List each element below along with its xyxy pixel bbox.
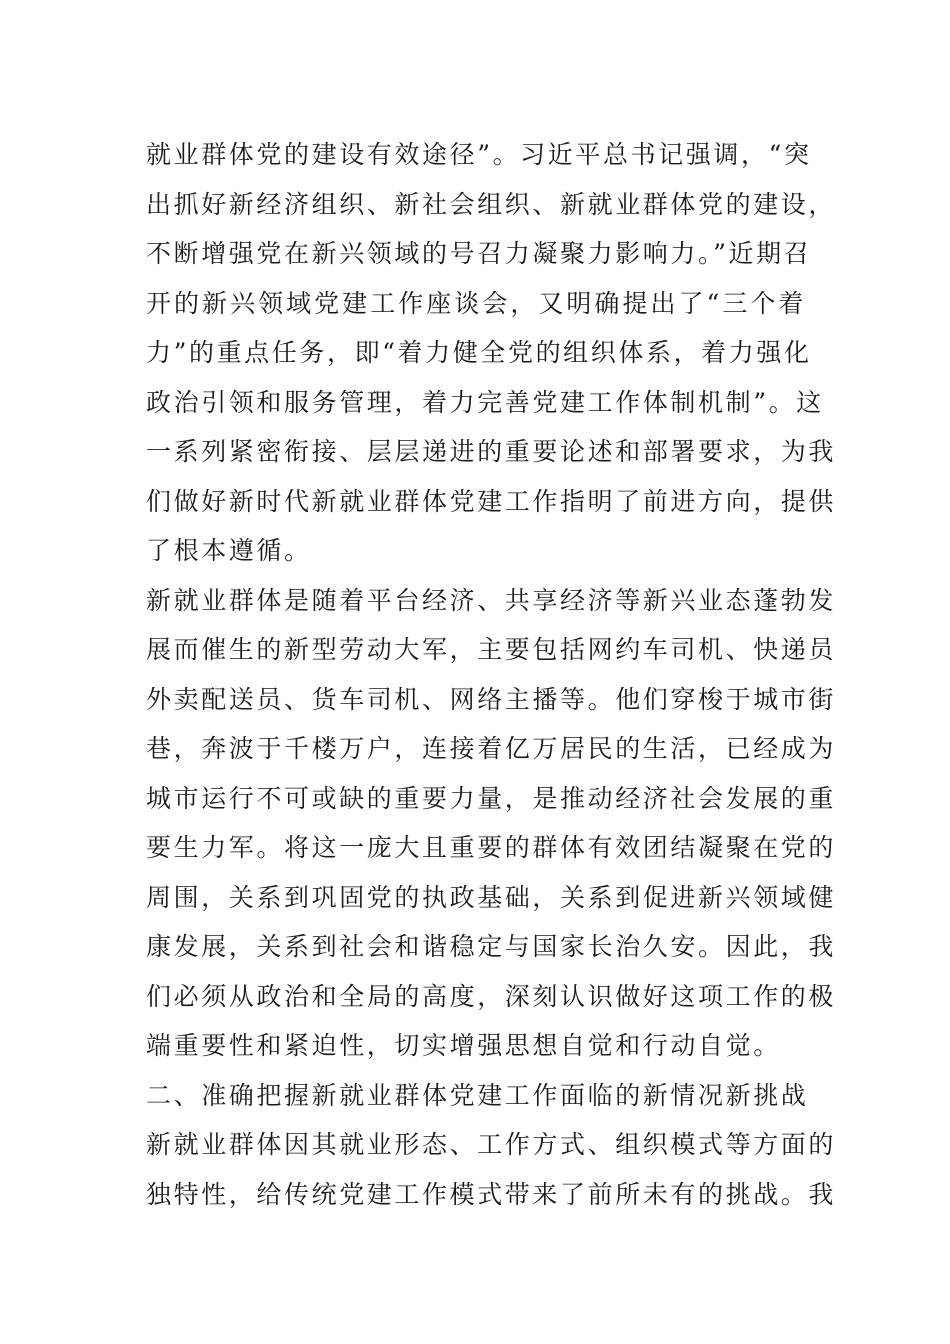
text-line: 们必须从政治和全局的高度，深刻认识做好这项工作的极 bbox=[146, 981, 837, 1011]
text-line: 周围，关系到巩固党的执政基础，关系到促进新兴领域健 bbox=[146, 882, 837, 912]
text-line: 政治引领和服务管理，着力完善党建工作体制机制”。这 bbox=[146, 387, 824, 417]
text-line: 一系列紧密衔接、层层递进的重要论述和部署要求，为我 bbox=[146, 437, 837, 466]
text-line: 独特性，给传统党建工作模式带来了前所未有的挑战。我 bbox=[146, 1179, 837, 1209]
text-line: 不断增强党在新兴领域的号召力凝聚力影响力。”近期召 bbox=[146, 239, 812, 268]
text-line: 新就业群体是随着平台经济、共享经济等新兴业态蓬勃发 bbox=[146, 585, 837, 615]
text-line: 力”的重点任务，即“着力健全党的组织体系，着力强化 bbox=[146, 338, 812, 367]
text-line: 开的新兴领域党建工作座谈会，又明确提出了“三个着 bbox=[146, 288, 806, 318]
text-line: 们做好新时代新就业群体党建工作指明了前进方向，提供 bbox=[146, 486, 837, 516]
text-line: 巷，奔波于千楼万户，连接着亿万居民的生活，已经成为 bbox=[146, 734, 837, 763]
body-text bbox=[146, 130, 837, 1219]
text-line: 了根本遵循。 bbox=[146, 536, 312, 565]
text-line: 要生力军。将这一庞大且重要的群体有效团结凝聚在党的 bbox=[146, 833, 837, 862]
text-line: 二、准确把握新就业群体党建工作面临的新情况新挑战 bbox=[146, 1080, 809, 1110]
text-line: 城市运行不可或缺的重要力量，是推动经济社会发展的重 bbox=[146, 783, 837, 813]
text-line: 外卖配送员、货车司机、网络主播等。他们穿梭于城市街 bbox=[146, 684, 837, 714]
text-line: 康发展，关系到社会和谐稳定与国家长治久安。因此，我 bbox=[146, 932, 837, 961]
text-line: 就业群体党的建设有效途径”。习近平总书记强调，“突 bbox=[146, 140, 812, 169]
text-line: 出抓好新经济组织、新社会组织、新就业群体党的建设， bbox=[146, 189, 837, 219]
text-line: 展而催生的新型劳动大军，主要包括网约车司机、快递员 bbox=[146, 635, 837, 664]
text-line: 端重要性和紧迫性，切实增强思想自觉和行动自觉。 bbox=[146, 1031, 781, 1060]
text-line: 新就业群体因其就业形态、工作方式、组织模式等方面的 bbox=[146, 1130, 837, 1159]
